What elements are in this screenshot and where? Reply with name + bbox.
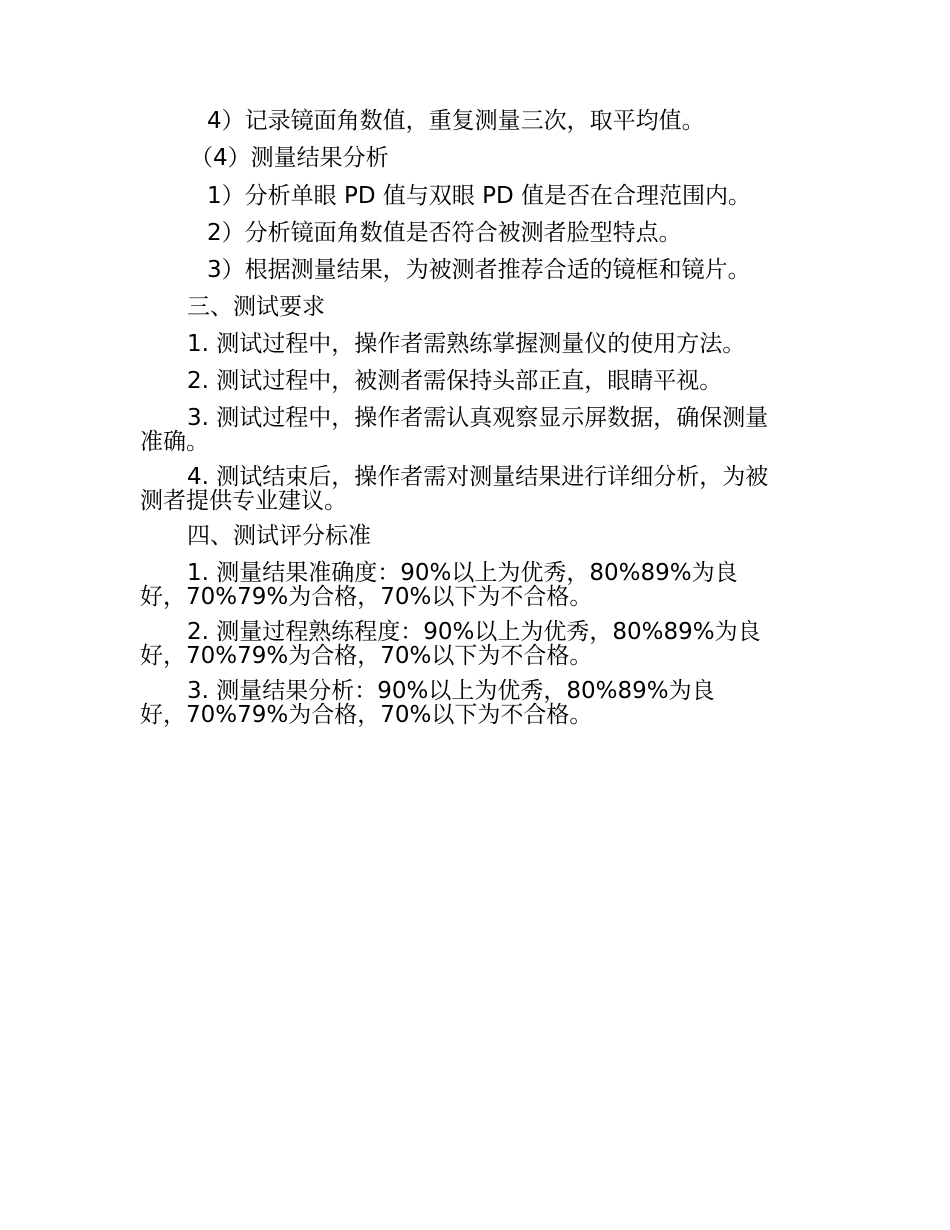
scoring-item-2-line-2: 好，70%79%为合格，70%以下为不合格。 (140, 643, 593, 669)
requirement-item-3 (140, 406, 812, 454)
scoring-item-3-line-2: 好，70%79%为合格，70%以下为不合格。 (140, 702, 593, 728)
heading-test-requirements: 三、测试要求 (187, 294, 325, 320)
requirement-item-3-line-2: 准确。 (140, 429, 209, 455)
requirement-item-1: 1. 测试过程中，操作者需熟练掌握测量仪的使用方法。 (187, 331, 746, 357)
section-4-result-analysis-heading: （4）测量结果分析 (190, 145, 389, 171)
analysis-item-3: 3）根据测量结果，为被测者推荐合适的镜框和镜片。 (207, 257, 751, 283)
analysis-item-2: 2）分析镜面角数值是否符合被测者脸型特点。 (207, 220, 682, 246)
scoring-item-3-line-1: 3. 测量结果分析：90%以上为优秀，80%89%为良 (187, 678, 715, 704)
scoring-item-1-line-1: 1. 测量结果准确度：90%以上为优秀，80%89%为良 (187, 560, 738, 586)
requirement-item-4-line-2: 测者提供专业建议。 (140, 488, 347, 514)
scoring-item-1-line-2: 好，70%79%为合格，70%以下为不合格。 (140, 584, 593, 610)
heading-scoring-standard: 四、测试评分标准 (187, 523, 371, 549)
requirement-item-4-line-1: 4. 测试结束后，操作者需对测量结果进行详细分析，为被 (187, 464, 769, 490)
scoring-item-2 (140, 620, 812, 668)
scoring-item-3 (140, 679, 812, 727)
requirement-item-3-line-1: 3. 测试过程中，操作者需认真观察显示屏数据，确保测量 (187, 405, 769, 431)
scoring-item-1 (140, 561, 812, 609)
analysis-item-1: 1）分析单眼 PD 值与双眼 PD 值是否在合理范围内。 (207, 183, 752, 209)
requirement-item-2: 2. 测试过程中，被测者需保持头部正直，眼睛平视。 (187, 368, 723, 394)
step-4-record-mirror-angle: 4）记录镜面角数值，重复测量三次，取平均值。 (207, 108, 705, 134)
scoring-item-2-line-1: 2. 测量过程熟练程度：90%以上为优秀，80%89%为良 (187, 619, 761, 645)
requirement-item-4 (140, 465, 812, 513)
